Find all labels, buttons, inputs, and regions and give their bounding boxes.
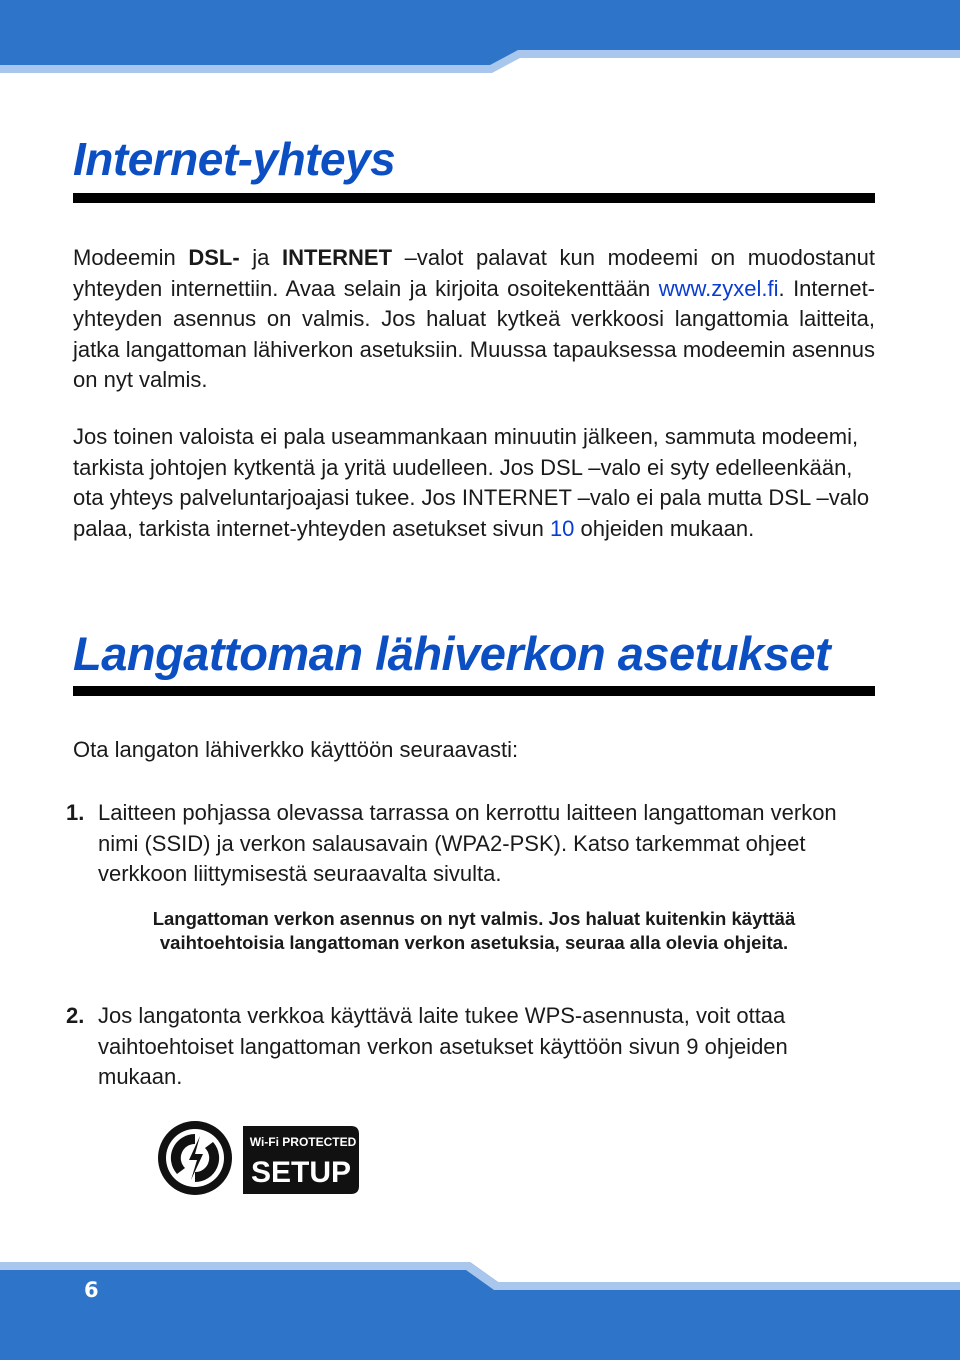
section-title-wireless: Langattoman lähiverkon asetukset	[73, 627, 831, 680]
step-text: Jos langatonta verkkoa käyttävä laite tukee WPS-asennusta, voit ottaa vaihtoehtoiset langattoman verkon asetukset käyttöön sivun 9 ohjeiden mukaan.	[98, 1003, 788, 1089]
title-underline	[73, 193, 875, 203]
wps-logo	[155, 1118, 365, 1198]
step-text: Laitteen pohjassa olevassa tarrassa on kerrottu laitteen langattoman verkon nimi (SSID) ja verkon salausavain (WPA2-PSK). Katso tarkemmat ohjeet verkkoon liittymisestä seuraavalta sivulta.	[98, 800, 837, 886]
wps-setup-icon	[158, 1121, 232, 1195]
page-title: Internet-yhteys	[73, 133, 396, 185]
bottom-decorative-band	[0, 1262, 960, 1360]
top-decorative-band	[0, 0, 960, 90]
zyxel-link[interactable]: www.zyxel.fi	[658, 275, 779, 301]
wireless-intro: Ota langaton lähiverkko käyttöön seuraavasti:	[73, 737, 519, 762]
wireless-complete-note: Langattoman verkon asennus on nyt valmis. Jos haluat kuitenkin käyttää vaihtoehtoisia langattoman verkon asetuksia, seuraa alla olevia ohjeita.	[152, 908, 796, 953]
wps-logo-line1: Wi-Fi PROTECTED	[249, 1135, 357, 1149]
section-underline	[73, 686, 875, 696]
step-number: 2.	[66, 1003, 85, 1028]
page-reference-link[interactable]: 10	[549, 515, 575, 541]
page-number: 6	[84, 1278, 99, 1302]
wps-logo-line2: SETUP	[250, 1156, 352, 1189]
step-number: 1.	[66, 800, 85, 825]
paragraph-troubleshooting: Jos toinen valoista ei pala useammankaan minuutin jälkeen, sammuta modeemi, tarkista johtojen kytkentä ja yritä uudelleen. Jos DSL –valo ei syty edelleenkään, ota yhteys palveluntarjoajasi tukee. Jos INTERNET –valo ei pala mutta DSL –valo palaa, tarkista internet-yhteyden asetukset sivun 10 ohjeiden mukaan.	[73, 424, 870, 541]
paragraph-internet-connection: Modeemin DSL- ja INTERNET –valot palavat kun modeemi on muodostanut yhteyden internettiin. Avaa selain ja kirjoita osoitekenttään www.zyxel.fi. Internet-yhteyden asennus on valmis. Jos haluat kytkeä verkkoosi langattomia laitteita, jatka langattoman lähiverkon asetuksiin. Muussa tapauksessa modeemin asennus on nyt valmis.	[73, 245, 876, 392]
